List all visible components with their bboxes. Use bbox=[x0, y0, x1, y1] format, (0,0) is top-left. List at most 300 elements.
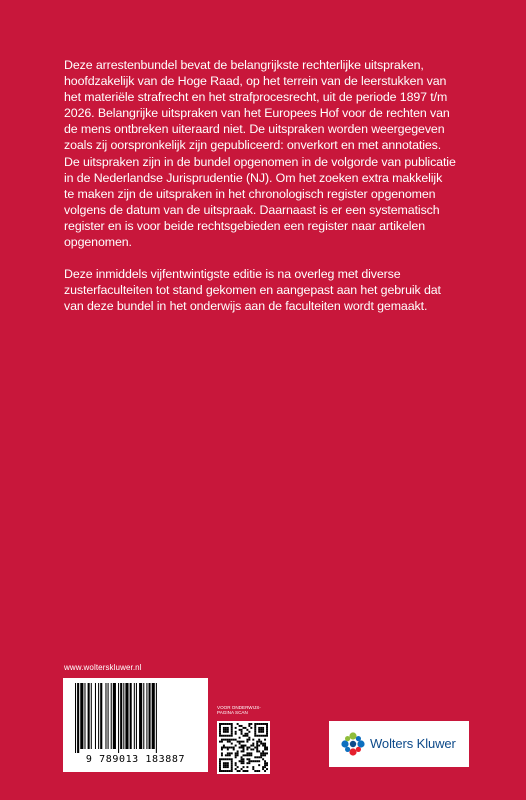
qr-module bbox=[266, 723, 268, 725]
qr-module bbox=[239, 747, 241, 749]
barcode-bar bbox=[130, 683, 132, 749]
qr-module bbox=[244, 754, 246, 756]
qr-module bbox=[219, 762, 221, 764]
barcode-bar bbox=[98, 683, 99, 749]
qr-module bbox=[231, 760, 233, 762]
barcode-bar bbox=[88, 683, 90, 749]
qr-module bbox=[221, 748, 223, 750]
qr-module bbox=[229, 754, 231, 756]
qr-module bbox=[227, 764, 229, 766]
qr-module bbox=[219, 768, 221, 770]
barcode-bar bbox=[84, 683, 85, 749]
barcode-bar bbox=[100, 683, 102, 749]
qr-module bbox=[256, 747, 258, 749]
qr-module bbox=[260, 723, 262, 725]
qr-module bbox=[231, 733, 233, 735]
qr-module bbox=[223, 747, 225, 749]
qr-module bbox=[241, 747, 243, 749]
qr-module bbox=[246, 739, 248, 741]
qr-module bbox=[248, 760, 250, 762]
qr-module bbox=[258, 760, 260, 762]
qr-module bbox=[219, 758, 221, 760]
qr-module bbox=[225, 747, 227, 749]
qr-module bbox=[260, 735, 262, 737]
qr-module bbox=[223, 762, 225, 764]
qr-module bbox=[225, 731, 227, 733]
qr-code-pattern bbox=[217, 721, 270, 774]
qr-module bbox=[258, 723, 260, 725]
isbn-barcode bbox=[63, 678, 208, 772]
qr-module bbox=[239, 743, 241, 745]
qr-module bbox=[258, 756, 260, 758]
qr-module bbox=[239, 729, 241, 731]
qr-module bbox=[241, 760, 243, 762]
qr-module bbox=[223, 766, 225, 768]
qr-module bbox=[264, 743, 266, 745]
qr-module bbox=[264, 748, 266, 750]
qr-module bbox=[227, 747, 229, 749]
barcode-bar bbox=[139, 683, 142, 749]
qr-module bbox=[262, 729, 264, 731]
qr-module bbox=[239, 725, 241, 727]
qr-module bbox=[266, 752, 268, 754]
blurb-paragraph-2 bbox=[64, 266, 474, 314]
qr-module bbox=[248, 747, 250, 749]
qr-module bbox=[254, 727, 256, 729]
qr-module bbox=[221, 770, 223, 772]
qr-module bbox=[241, 733, 243, 735]
qr-module bbox=[266, 733, 268, 735]
blurb-line: zusterfaculteiten tot stand gekomen en aangepast aan het gebruik dat bbox=[64, 283, 441, 298]
qr-module bbox=[235, 762, 237, 764]
publisher-logo bbox=[329, 721, 469, 767]
qr-module bbox=[243, 770, 245, 772]
qr-module bbox=[241, 725, 243, 727]
qr-module bbox=[243, 741, 245, 743]
qr-module bbox=[254, 731, 256, 733]
qr-module bbox=[248, 762, 250, 764]
qr-module bbox=[235, 739, 237, 741]
qr-module bbox=[258, 764, 260, 766]
qr-module bbox=[223, 764, 225, 766]
qr-module bbox=[250, 752, 252, 754]
blurb-line: te maken zijn de uitspraken in het chronologisch register opgenomen bbox=[64, 186, 436, 201]
qr-module bbox=[237, 766, 239, 768]
qr-module bbox=[264, 754, 266, 756]
qr-module bbox=[233, 739, 235, 741]
publisher-name: Wolters Kluwer bbox=[370, 736, 456, 751]
barcode-bar bbox=[75, 683, 76, 753]
qr-module bbox=[221, 758, 223, 760]
qr-module bbox=[241, 750, 243, 752]
qr-module bbox=[219, 735, 221, 737]
qr-module bbox=[231, 723, 233, 725]
qr-module bbox=[239, 770, 241, 772]
blurb-line: register en is voor beide rechtsgebieden een register naar artikelen bbox=[64, 218, 426, 233]
qr-module bbox=[250, 727, 252, 729]
qr-module bbox=[248, 739, 250, 741]
qr-module bbox=[256, 743, 258, 745]
qr-module bbox=[262, 750, 264, 752]
qr-module bbox=[252, 739, 254, 741]
qr-module bbox=[264, 735, 266, 737]
qr-code[interactable] bbox=[217, 721, 270, 774]
qr-module bbox=[266, 725, 268, 727]
qr-module bbox=[258, 727, 260, 729]
qr-module bbox=[219, 727, 221, 729]
qr-module bbox=[227, 770, 229, 772]
qr-module bbox=[262, 758, 264, 760]
qr-module bbox=[256, 735, 258, 737]
barcode-bar bbox=[118, 683, 119, 753]
qr-module bbox=[231, 770, 233, 772]
qr-module bbox=[219, 729, 221, 731]
qr-module bbox=[221, 752, 223, 754]
blurb-paragraph-1 bbox=[64, 57, 474, 250]
qr-module bbox=[266, 729, 268, 731]
qr-module bbox=[258, 741, 260, 743]
qr-module bbox=[227, 735, 229, 737]
qr-module bbox=[260, 731, 262, 733]
qr-module bbox=[219, 766, 221, 768]
qr-module bbox=[243, 748, 245, 750]
qr-module bbox=[243, 762, 245, 764]
qr-module bbox=[254, 733, 256, 735]
qr-module bbox=[223, 723, 225, 725]
qr-module bbox=[258, 739, 260, 741]
qr-module bbox=[237, 770, 239, 772]
qr-module bbox=[248, 758, 250, 760]
qr-module bbox=[235, 727, 237, 729]
blurb-line: hoofdzakelijk van de Hoge Raad, op het terrein van de leerstukken van bbox=[64, 74, 447, 89]
qr-module bbox=[252, 748, 254, 750]
qr-module bbox=[266, 762, 268, 764]
qr-module bbox=[258, 731, 260, 733]
qr-module bbox=[231, 747, 233, 749]
qr-module bbox=[219, 723, 221, 725]
qr-module bbox=[254, 725, 256, 727]
qr-module bbox=[243, 760, 245, 762]
qr-module bbox=[221, 754, 223, 756]
blurb-line: Deze inmiddels vijfentwintigste editie is na overleg met diverse bbox=[64, 267, 401, 282]
barcode-bar bbox=[123, 683, 124, 749]
qr-module bbox=[256, 750, 258, 752]
qr-module bbox=[254, 729, 256, 731]
qr-module bbox=[225, 762, 227, 764]
qr-module bbox=[231, 727, 233, 729]
qr-module bbox=[252, 743, 254, 745]
qr-module bbox=[248, 737, 250, 739]
barcode-bar bbox=[113, 683, 116, 749]
barcode-bar bbox=[95, 683, 96, 749]
qr-module bbox=[262, 752, 264, 754]
blurb-line: opgenomen. bbox=[64, 235, 132, 250]
barcode-bar bbox=[136, 683, 137, 749]
qr-module bbox=[237, 752, 239, 754]
qr-module bbox=[248, 752, 250, 754]
qr-module bbox=[235, 745, 237, 747]
qr-module bbox=[262, 743, 264, 745]
blurb-line: Deze arrestenbundel bevat de belangrijkste rechterlijke uitspraken, bbox=[64, 58, 424, 72]
qr-module bbox=[260, 756, 262, 758]
qr-module bbox=[235, 733, 237, 735]
qr-module bbox=[223, 727, 225, 729]
qr-module bbox=[221, 741, 223, 743]
qr-module bbox=[256, 745, 258, 747]
qr-module bbox=[231, 739, 233, 741]
qr-module bbox=[219, 760, 221, 762]
qr-module bbox=[239, 737, 241, 739]
qr-label bbox=[217, 705, 277, 716]
barcode-bar bbox=[134, 683, 135, 749]
qr-module bbox=[254, 735, 256, 737]
qr-module bbox=[248, 754, 250, 756]
qr-module bbox=[264, 745, 266, 747]
qr-module bbox=[227, 766, 229, 768]
qr-module bbox=[221, 723, 223, 725]
qr-module bbox=[225, 735, 227, 737]
qr-module bbox=[256, 756, 258, 758]
qr-module bbox=[235, 756, 237, 758]
qr-module bbox=[235, 754, 237, 756]
qr-module bbox=[241, 768, 243, 770]
qr-module bbox=[264, 762, 266, 764]
qr-module bbox=[231, 766, 233, 768]
qr-module bbox=[243, 754, 245, 756]
qr-module bbox=[237, 750, 239, 752]
blurb-line: het materiële strafrecht en het strafprocesrecht, uit de periode 1897 t/m bbox=[64, 90, 448, 105]
qr-module bbox=[227, 758, 229, 760]
qr-module bbox=[260, 727, 262, 729]
qr-module bbox=[252, 745, 254, 747]
qr-module bbox=[223, 735, 225, 737]
qr-module bbox=[250, 748, 252, 750]
qr-module bbox=[243, 750, 245, 752]
qr-module bbox=[244, 770, 246, 772]
qr-label-line: PAGINA SCAN bbox=[217, 710, 248, 716]
qr-module bbox=[266, 748, 268, 750]
qr-module bbox=[227, 729, 229, 731]
qr-module bbox=[244, 745, 246, 747]
qr-module bbox=[235, 768, 237, 770]
barcode-bar bbox=[143, 683, 144, 749]
qr-module bbox=[241, 762, 243, 764]
qr-module bbox=[225, 764, 227, 766]
qr-module bbox=[262, 735, 264, 737]
qr-module bbox=[231, 743, 233, 745]
qr-module bbox=[225, 758, 227, 760]
barcode-bar bbox=[77, 683, 79, 753]
qr-module bbox=[231, 731, 233, 733]
qr-module bbox=[229, 739, 231, 741]
blurb-line: de mens ontbreken uiteraard niet. De uitspraken worden weergegeven bbox=[64, 122, 445, 137]
qr-module bbox=[243, 745, 245, 747]
qr-module bbox=[239, 760, 241, 762]
qr-module bbox=[264, 739, 266, 741]
qr-module bbox=[219, 731, 221, 733]
qr-module bbox=[256, 741, 258, 743]
qr-module bbox=[256, 723, 258, 725]
qr-module bbox=[266, 727, 268, 729]
qr-module bbox=[246, 729, 248, 731]
qr-module bbox=[246, 754, 248, 756]
qr-module bbox=[258, 745, 260, 747]
qr-module bbox=[246, 758, 248, 760]
qr-module bbox=[258, 735, 260, 737]
qr-module bbox=[254, 747, 256, 749]
blurb-line: in de Nederlandse Jurisprudentie (NJ). Om het zoeken extra makkelijk bbox=[64, 170, 443, 185]
qr-module bbox=[241, 741, 243, 743]
qr-module bbox=[221, 747, 223, 749]
qr-module bbox=[219, 741, 221, 743]
blurb-line: volgens de datum van de uitspraak. Daarnaast is er een systematisch bbox=[64, 202, 440, 217]
qr-module bbox=[264, 760, 266, 762]
qr-module bbox=[250, 745, 252, 747]
barcode-bar bbox=[80, 683, 83, 749]
qr-module bbox=[241, 756, 243, 758]
barcode-bars bbox=[73, 683, 198, 753]
qr-module bbox=[231, 762, 233, 764]
qr-module bbox=[262, 754, 264, 756]
blurb-line: zoals zij oorspronkelijk zijn gepubliceerd: onverkort en met annotaties. bbox=[64, 138, 442, 153]
qr-module bbox=[225, 723, 227, 725]
qr-module bbox=[223, 745, 225, 747]
qr-module bbox=[227, 741, 229, 743]
qr-module bbox=[239, 741, 241, 743]
qr-module bbox=[266, 747, 268, 749]
blurb-line: De uitspraken zijn in de bundel opgenomen in de volgorde van publicatie bbox=[64, 154, 456, 169]
qr-module bbox=[243, 758, 245, 760]
blurb-line: van deze bundel in het onderwijs aan de faculteiten wordt gemaakt. bbox=[64, 299, 428, 314]
qr-module bbox=[231, 768, 233, 770]
qr-module bbox=[266, 731, 268, 733]
qr-module bbox=[246, 748, 248, 750]
qr-module bbox=[221, 739, 223, 741]
qr-module bbox=[223, 739, 225, 741]
qr-module bbox=[223, 758, 225, 760]
qr-module bbox=[241, 745, 243, 747]
barcode-bar bbox=[120, 683, 122, 749]
qr-module bbox=[262, 723, 264, 725]
qr-module bbox=[258, 729, 260, 731]
barcode-bar bbox=[149, 683, 151, 749]
qr-module bbox=[233, 748, 235, 750]
qr-module bbox=[229, 741, 231, 743]
qr-module bbox=[231, 758, 233, 760]
qr-module bbox=[229, 735, 231, 737]
qr-module bbox=[266, 764, 268, 766]
qr-module bbox=[246, 770, 248, 772]
qr-module bbox=[252, 768, 254, 770]
blurb-line: 2026. Belangrijke uitspraken van het Europees Hof voor de rechten van bbox=[64, 106, 450, 121]
qr-module bbox=[260, 729, 262, 731]
qr-module bbox=[246, 762, 248, 764]
qr-module bbox=[243, 747, 245, 749]
qr-module bbox=[246, 766, 248, 768]
qr-module bbox=[235, 764, 237, 766]
qr-module bbox=[262, 745, 264, 747]
qr-module bbox=[264, 723, 266, 725]
qr-module bbox=[254, 756, 256, 758]
qr-module bbox=[227, 727, 229, 729]
qr-module bbox=[231, 735, 233, 737]
qr-module bbox=[235, 731, 237, 733]
qr-module bbox=[243, 727, 245, 729]
qr-module bbox=[225, 754, 227, 756]
barcode-bar bbox=[146, 683, 147, 749]
barcode-bar bbox=[111, 683, 112, 749]
qr-module bbox=[227, 748, 229, 750]
qr-module bbox=[246, 752, 248, 754]
qr-module bbox=[262, 768, 264, 770]
qr-module bbox=[227, 731, 229, 733]
qr-module bbox=[219, 764, 221, 766]
qr-module bbox=[227, 739, 229, 741]
barcode-number: 9 789013 183887 bbox=[85, 754, 186, 765]
qr-module bbox=[225, 727, 227, 729]
qr-module bbox=[246, 741, 248, 743]
qr-module bbox=[229, 752, 231, 754]
qr-module bbox=[246, 747, 248, 749]
qr-module bbox=[237, 754, 239, 756]
qr-module bbox=[252, 766, 254, 768]
qr-module bbox=[219, 725, 221, 727]
qr-module bbox=[225, 770, 227, 772]
qr-module bbox=[260, 754, 262, 756]
qr-module bbox=[231, 729, 233, 731]
qr-module bbox=[221, 735, 223, 737]
qr-module bbox=[229, 747, 231, 749]
qr-module bbox=[264, 766, 266, 768]
qr-module bbox=[223, 731, 225, 733]
qr-module bbox=[254, 723, 256, 725]
qr-module bbox=[244, 727, 246, 729]
qr-module bbox=[254, 770, 256, 772]
qr-module bbox=[248, 731, 250, 733]
qr-module bbox=[250, 754, 252, 756]
qr-module bbox=[262, 731, 264, 733]
qr-module bbox=[256, 770, 258, 772]
qr-module bbox=[231, 752, 233, 754]
qr-module bbox=[231, 725, 233, 727]
qr-module bbox=[260, 741, 262, 743]
qr-module bbox=[225, 766, 227, 768]
qr-module bbox=[266, 768, 268, 770]
qr-module bbox=[250, 723, 252, 725]
qr-module bbox=[260, 743, 262, 745]
qr-module bbox=[258, 770, 260, 772]
qr-module bbox=[250, 760, 252, 762]
wolters-kluwer-logo-icon bbox=[341, 732, 365, 756]
publisher-website[interactable]: www.wolterskluwer.nl bbox=[64, 663, 142, 672]
barcode-bar bbox=[105, 683, 106, 749]
qr-module bbox=[260, 752, 262, 754]
barcode-bar bbox=[156, 683, 157, 753]
qr-module bbox=[262, 766, 264, 768]
qr-module bbox=[244, 733, 246, 735]
qr-module bbox=[244, 735, 246, 737]
barcode-bar bbox=[152, 683, 155, 749]
qr-module bbox=[219, 770, 221, 772]
qr-module bbox=[227, 752, 229, 754]
qr-module bbox=[264, 747, 266, 749]
blurb-text bbox=[64, 57, 474, 314]
qr-module bbox=[252, 760, 254, 762]
qr-module bbox=[243, 735, 245, 737]
qr-module bbox=[225, 729, 227, 731]
qr-module bbox=[229, 770, 231, 772]
qr-module bbox=[227, 762, 229, 764]
